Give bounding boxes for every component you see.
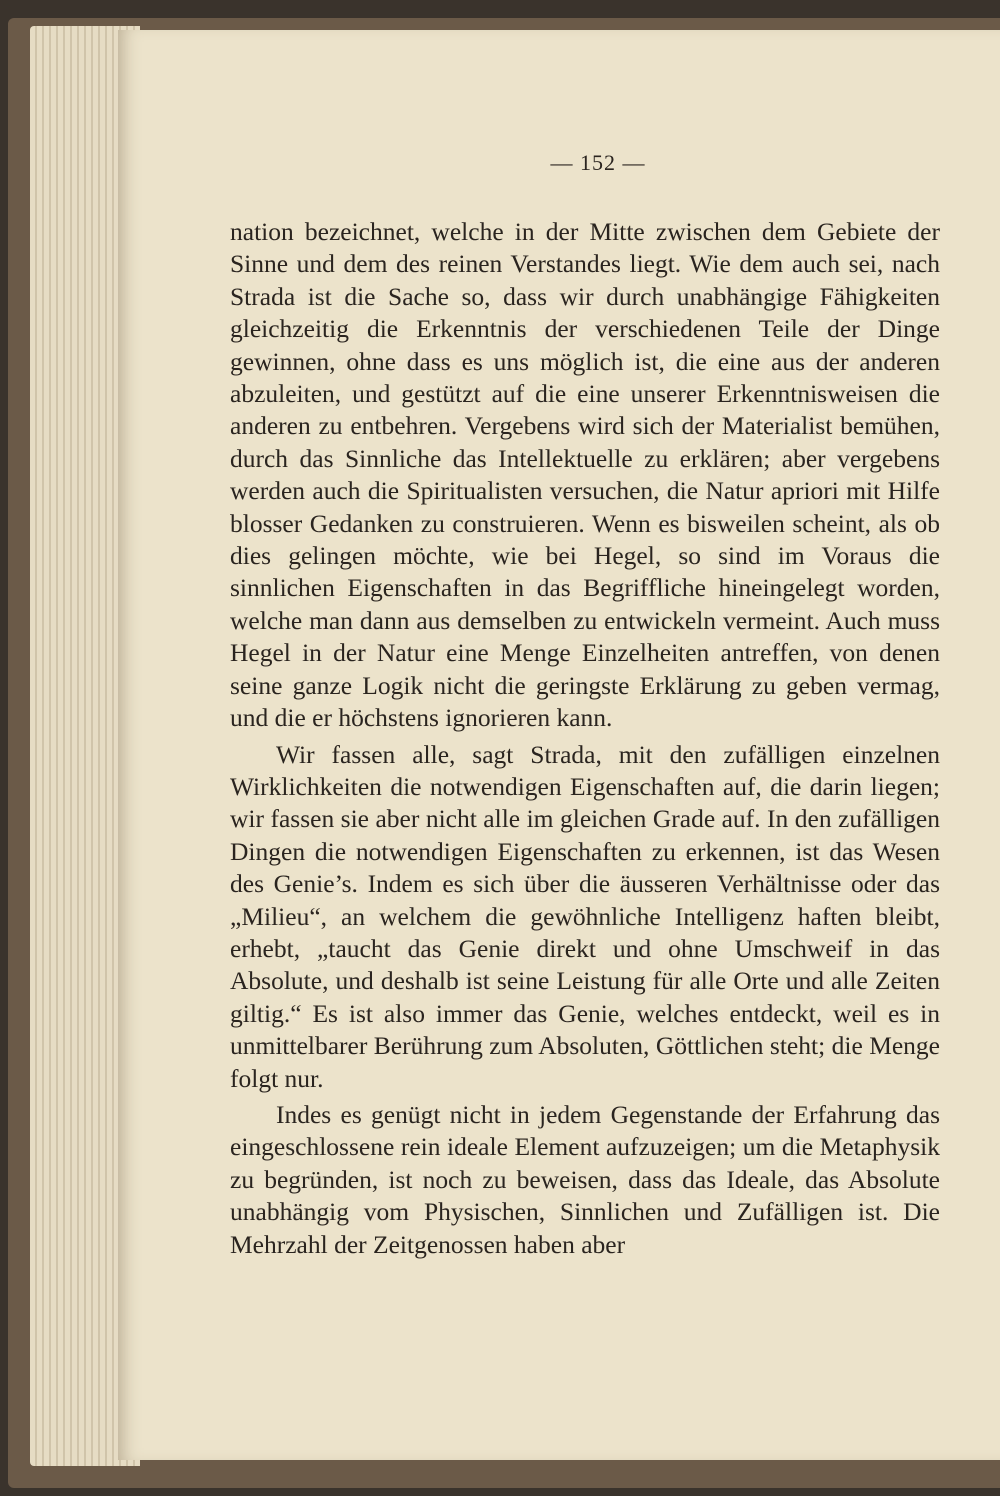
paragraph-3: Indes es genügt nicht in jedem Gegenstande der Erfahrung das eingeschlossene rein ideale Element aufzuzeigen; um die Metaphysik zu begründen, ist noch zu beweisen, dass das Ideale, das Absolute unabhängig vom Physischen, Sinnlichen und Zufälligen ist. Die Mehrzahl der Zeitgenossen haben aber	[230, 1099, 940, 1259]
paragraph-2: Wir fassen alle, sagt Strada, mit den zufälligen einzelnen Wirklichkeiten die notwendigen Eigenschaften auf, die darin liegen; wir fassen sie aber nicht alle im gleichen Grade auf. In den zufälligen Dingen die notwendigen Eigenschaften zu erkennen, ist das Wesen des Genie’s. Indem es sich über die äusseren Verhältnisse oder das „Milieu“, an welchem die gewöhnliche Intelligenz haften bleibt, erhebt, „taucht das Genie direkt und ohne Umschweif in das Absolute, und deshalb ist seine Leistung für alle Orte und alle Zeiten giltig.“ Es ist also immer das Genie, welches entdeckt, weil es in unmittelbarer Berührung zum Absoluten, Göttlichen steht; die Menge folgt nur.	[230, 739, 940, 1093]
page-number: — 152 —	[550, 150, 646, 175]
book-page	[118, 30, 1000, 1460]
paragraph-1: nation bezeichnet, welche in der Mitte zwischen dem Gebiete der Sinne und dem des reinen Verstandes liegt. Wie dem auch sei, nach Strada ist die Sache so, dass wir durch unabhängige Fähigkeiten gleichzeitig die Erkenntnis der verschiedenen Teile der Dinge gewinnen, ohne dass es uns möglich ist, die eine aus der anderen abzuleiten, und gestützt auf die eine unserer Erkenntnisweisen die anderen zu entbehren. Vergebens wird sich der Materialist bemühen, durch das Sinnliche das Intellektuelle zu erklären; aber vergebens werden auch die Spiritualisten versuchen, die Natur apriori mit Hilfe blosser Gedanken zu construieren. Wenn es bisweilen scheint, als ob dies gelingen möchte, wie bei Hegel, so sind im Voraus die sinnlichen Eigenschaften in das Begriffliche hineingelegt worden, welche man dann aus demselben zu entwickeln vermeint. Auch muss Hegel in der Natur eine Menge Einzelheiten antreffen, von denen seine ganze Logik nicht die geringste Erklärung zu geben vermag, und die er höchstens ignorieren kann.	[230, 217, 940, 733]
body-text	[230, 216, 940, 1261]
